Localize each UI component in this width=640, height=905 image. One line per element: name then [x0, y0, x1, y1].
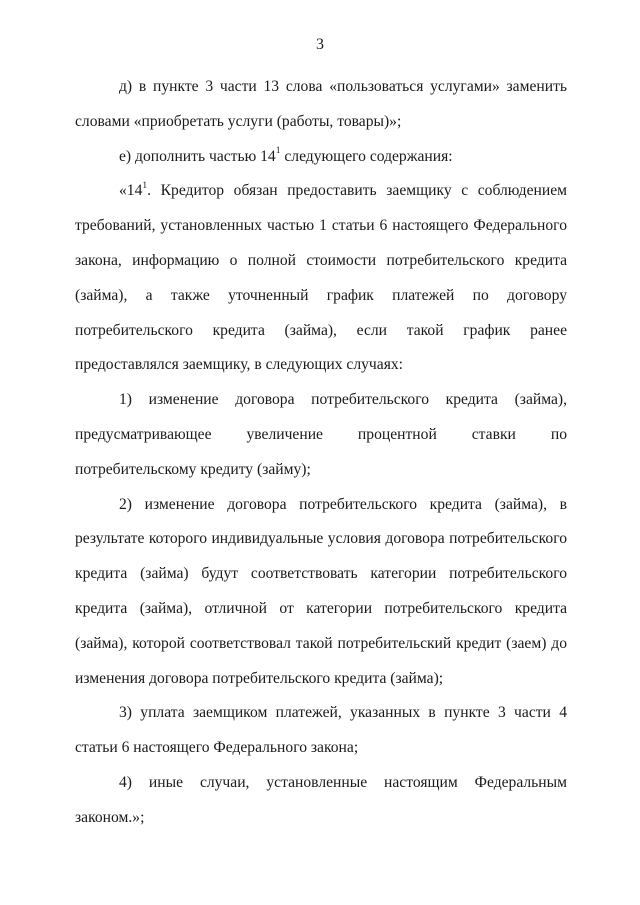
paragraph-14-1: [75, 174, 567, 383]
paragraph-e-text-start: е) дополнить частью 14: [119, 147, 276, 165]
list-item-3: 3) уплата заемщиком платежей, указанных в пункте 3 части 4 статьи 6 настоящего Федерального закона;: [75, 704, 567, 757]
paragraph-e-superscript: 1: [275, 146, 281, 157]
paragraph-14-1-text-end: . Кредитор обязан предоставить заемщику с соблюдением требований, установленных частью 1 статьи 6 настоящего Федерального закона, информацию о полной стоимости потребительского кредита (займа), а также уточненный график платежей по договору потребительского кредита (займа), если такой график ранее предоставлялся заемщику, в следующих случаях:: [75, 182, 567, 374]
paragraph-14-1-superscript: 1: [142, 181, 148, 192]
paragraph-e: [75, 140, 567, 175]
paragraph-e-text-end: следующего содержания:: [280, 147, 453, 165]
list-item-2: 2) изменение договора потребительского кредита (займа), в результате которого индивидуальные условия договора потребительского кредита (займа) будут соответствовать категории потребительского кредита (займа), отличной от категории потребительского кредита (займа), которой соответствовал такой потребительский кредит (заем) до изменения договора потребительского кредита (займа);: [75, 495, 567, 687]
page-number: 3: [316, 36, 324, 53]
paragraph-d: д) в пункте 3 части 13 слова «пользоваться услугами» заменить словами «приобретать услуги (работы, товары)»;: [75, 78, 567, 130]
list-item-4: 4) иные случаи, установленные настоящим Федеральным законом.»;: [75, 773, 567, 826]
paragraph-14-1-text-start: «14: [119, 182, 143, 200]
document-body: [75, 70, 567, 836]
list-item-1: 1) изменение договора потребительского кредита (займа), предусматривающее увеличение процентной ставки по потребительскому кредиту (займу);: [75, 391, 567, 478]
